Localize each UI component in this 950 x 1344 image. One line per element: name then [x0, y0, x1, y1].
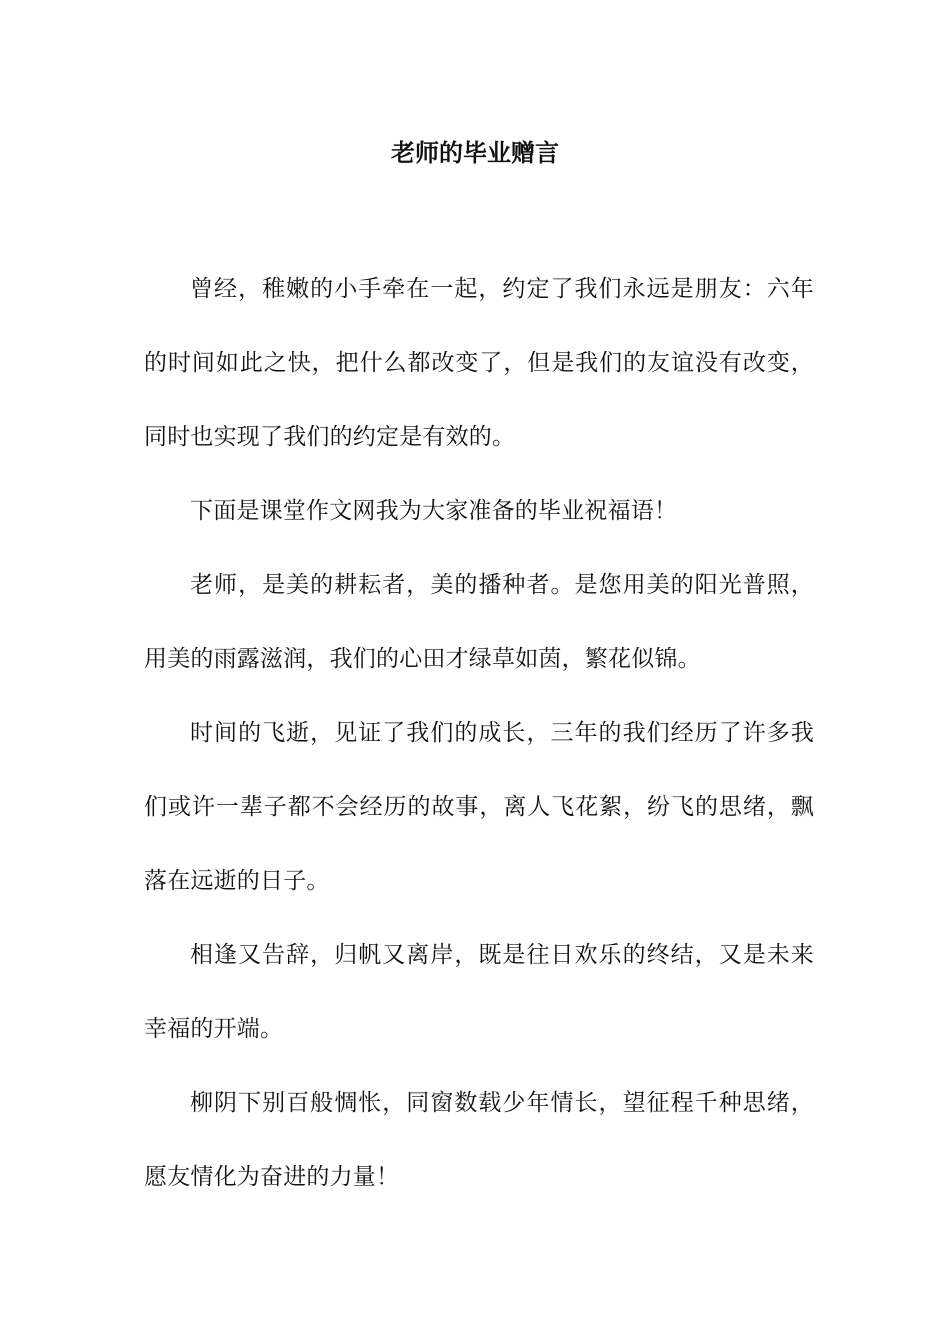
paragraph-1: 曾经，稚嫩的小手牵在一起，约定了我们永远是朋友：六年的时间如此之快，把什么都改变了，但是我们的友谊没有改变，同时也实现了我们的约定是有效的。 — [144, 276, 814, 450]
page-title: 老师的毕业赠言 — [391, 138, 559, 167]
paragraph-5: 相逢又告辞，归帆又离岸，既是往日欢乐的终结，又是未来幸福的开端。 — [144, 942, 814, 1042]
paragraph-4: 时间的飞逝，见证了我们的成长，三年的我们经历了许多我们或许一辈子都不会经历的故事，离人飞花絮，纷飞的思绪，飘落在远逝的日子。 — [144, 720, 814, 894]
document-body — [144, 252, 814, 1214]
paragraph-2: 下面是课堂作文网我为大家准备的毕业祝福语！ — [190, 498, 678, 524]
paragraph-3: 老师，是美的耕耘者，美的播种者。是您用美的阳光普照，用美的雨露滋润，我们的心田才绿草如茵，繁花似锦。 — [144, 572, 814, 672]
paragraph-6: 柳阴下别百般惆怅，同窗数载少年情长，望征程千种思绪，愿友情化为奋进的力量！ — [144, 1090, 814, 1190]
